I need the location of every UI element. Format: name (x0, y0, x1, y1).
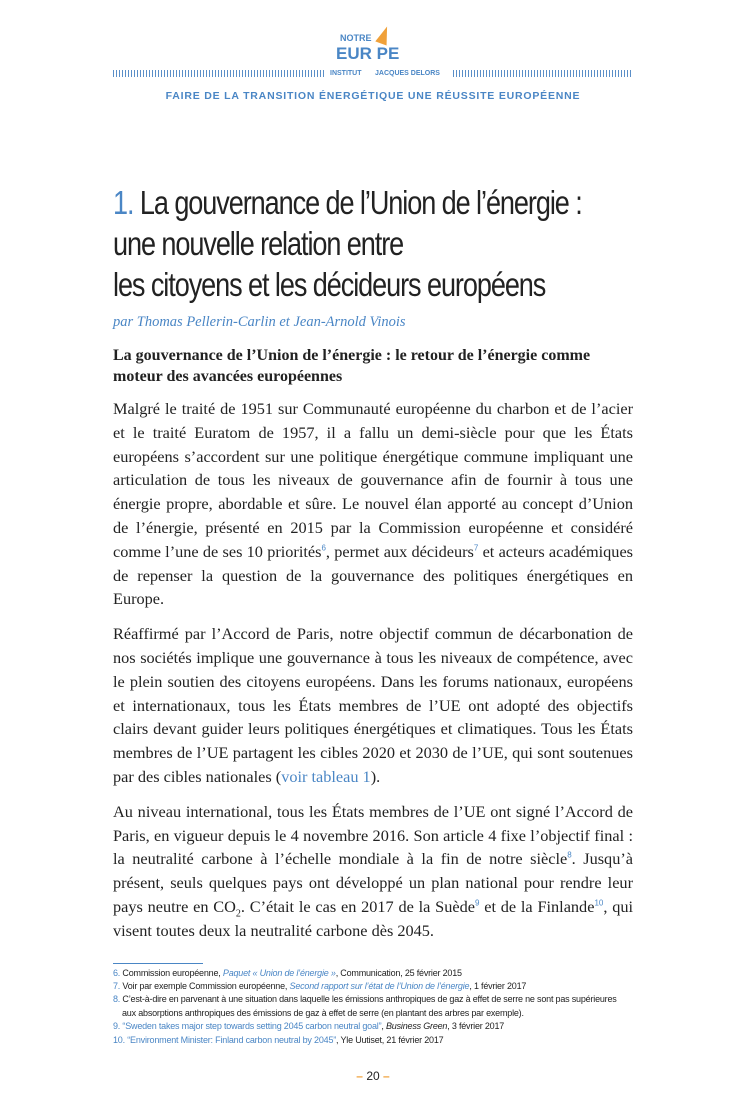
footnote: 10. “Environment Minister: Finland carbon neutral by 2045”, Yle Uutiset, 21 février 2017 (113, 1034, 444, 1045)
title-line: La gouvernance de l’Union de l’énergie : (139, 184, 582, 221)
section-heading: La gouvernance de l’Union de l’énergie : le retour de l’énergie comme moteur des avancées européennes (113, 347, 591, 385)
footnote-link[interactable]: “Environment Minister: Finland carbon neutral by 2045” (127, 1034, 337, 1045)
hatch-right (453, 70, 633, 77)
paragraph: Réaffirmé par l’Accord de Paris, notre objectif commun de décarbonation de nos sociétés implique une gouvernance à tous les niveaux de compétence, avec le plein soutien des citoyens européens. Dans les forums nationaux, européens et internationaux, tous les États membres de l’UE ont adopté des objectifs clairs devant guider leurs politiques énergétiques et climatiques. Tous les États membres de l’UE partagent les cibles 2020 et 2030 de l’UE, qui sont soutenues par des cibles nationales (voir tableau 1). (113, 624, 633, 786)
logo-text-top: NOTRE (340, 33, 372, 43)
title-line: les citoyens et les décideurs européens (113, 266, 546, 303)
logo-institut: INSTITUT (330, 70, 362, 77)
footnote-divider (113, 963, 203, 964)
footnote-link[interactable]: “Sweden takes major step towards setting 2045 carbon neutral goal” (122, 1021, 382, 1032)
footnote-continuation: aux absorptions anthropiques des émissions de gaz à effet de serre (en plantant des arbres par exemple). (122, 1007, 524, 1018)
chapter-number: 1. (113, 184, 134, 221)
footnote-link[interactable]: Paquet « Union de l’énergie » (222, 967, 336, 978)
notre-europe-logo (330, 26, 420, 70)
running-header: FAIRE DE LA TRANSITION ÉNERGÉTIQUE UNE RÉUSSITE EUROPÉENNE (165, 90, 581, 102)
footnote-ref[interactable]: 8 (567, 850, 572, 860)
footnote: 8. C’est-à-dire en parvenant à une situation dans laquelle les émissions anthropiques de gaz à effet de serre ne sont pas supérieures (113, 994, 617, 1005)
footnote: 7. Voir par exemple Commission européenne, Second rapport sur l’état de l’Union de l’énergie, 1 février 2017 (113, 980, 527, 991)
body-text (113, 397, 633, 943)
footnote-ref[interactable]: 6 (321, 543, 326, 553)
flame-icon (375, 24, 392, 45)
title-line: une nouvelle relation entre (113, 225, 404, 262)
page-number: – 20 – (356, 1068, 390, 1083)
hatch-left (113, 70, 325, 77)
table-link[interactable]: voir tableau 1 (281, 766, 371, 786)
logo-text-main: EUR PE (336, 44, 400, 63)
footnote: 9. “Sweden takes major step towards setting 2045 carbon neutral goal”, Business Green, 3 février 2017 (113, 1021, 505, 1032)
footnote-link[interactable]: Second rapport sur l’état de l’Union de l’énergie (289, 980, 470, 991)
content-column (113, 182, 633, 1103)
logo-jacques-delors: JACQUES DELORS (375, 70, 440, 77)
paragraph: Malgré le traité de 1951 sur Communauté européenne du charbon et de l’acier et le traité Euratom de 1957, il a fallu un demi-siècle pour que les États européens s’accordent sur une politique énergétique commune impliquant une articulation de tous les niveaux de gouvernance afin de fournir à tous une énergie propre, abordable et sûre. Le nouvel élan apporté au concept d’Union de l’énergie, présenté en 2015 par la Commission européenne et considéré comme l’une de ses 10 priorités$^6$, permet aux décideurs$^7$ et acteurs académiques de repenser la question de la gouvernance des politiques énergétiques en Europe. (113, 399, 634, 609)
chapter-title (113, 182, 582, 305)
paragraph: Au niveau international, tous les États membres de l’UE ont signé l’Accord de Paris, en vigueur depuis le 4 novembre 2016. Son article 4 fixe l’objectif final : la neutralité carbone à l’échelle mondiale à la fin de notre siècle$^8$. Jusqu’à présent, seuls quelques pays ont développé un plan national pour rendre leur pays neutre en $CO_2$. C’était le cas en 2017 de la Suède$^9$ et de la Finlande$^{10}$, qui visent toutes deux la neutralité carbone dès 2045. (113, 801, 634, 940)
footnote-ref[interactable]: 10 (594, 898, 604, 908)
footnote-ref[interactable]: 7 (473, 543, 479, 553)
header-rule (113, 70, 633, 78)
footnotes (113, 967, 633, 1047)
footnote: 6. Commission européenne, Paquet « Union de l’énergie », Communication, 25 février 2015 (113, 967, 462, 978)
footnote-ref[interactable]: 9 (474, 898, 480, 908)
author-byline: par Thomas Pellerin-Carlin et Jean-Arnold Vinois (113, 314, 406, 330)
